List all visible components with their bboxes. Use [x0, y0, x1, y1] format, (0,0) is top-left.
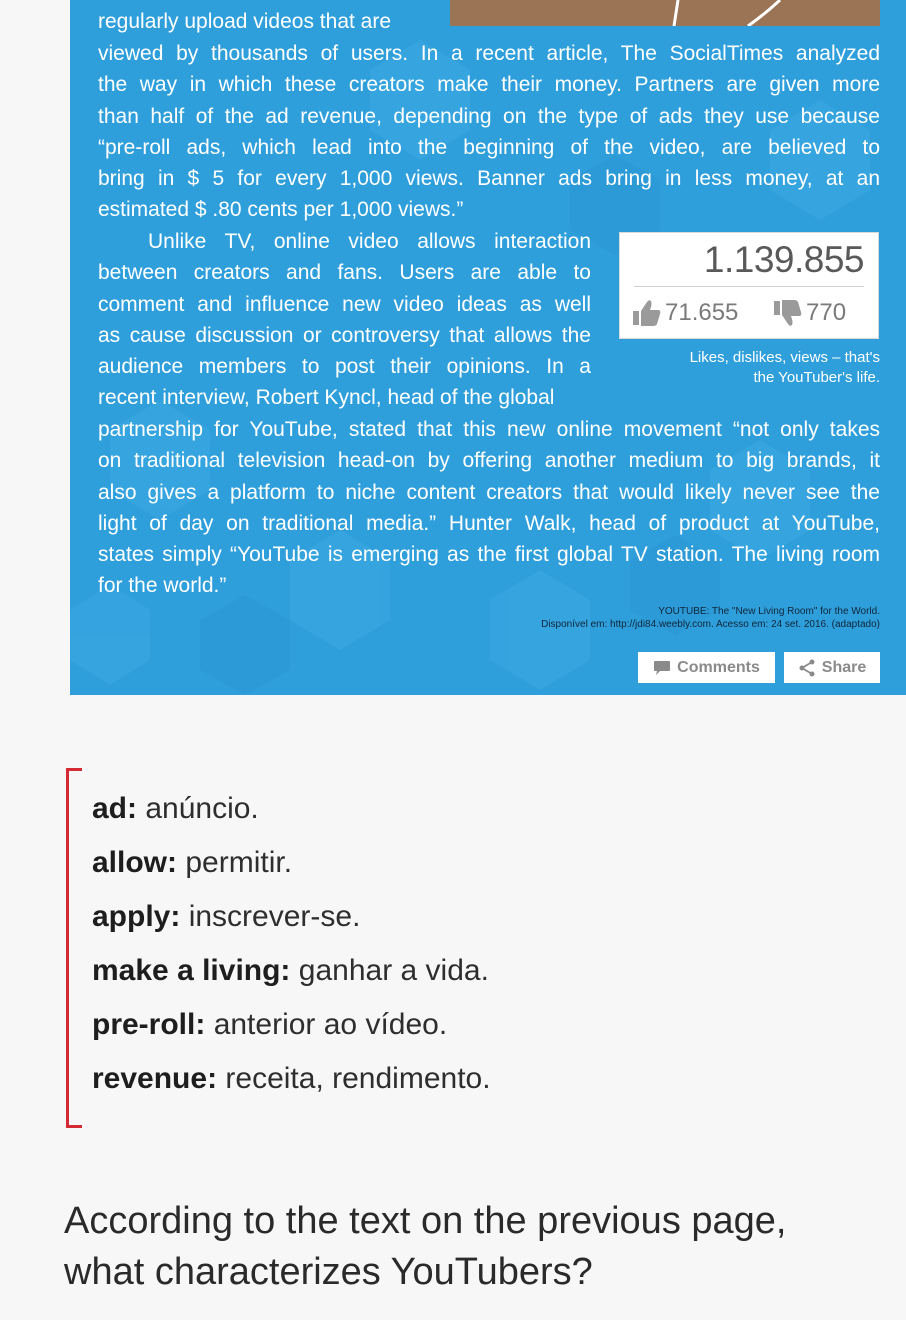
question-text	[64, 1196, 906, 1298]
thumbs-up-icon	[632, 299, 662, 327]
question-line: what characterizes YouTubers?	[64, 1251, 593, 1293]
article-line: bring in $ 5 for every 1,000 views. Banner ads bring in less money, at an	[98, 167, 880, 191]
dislikes-group[interactable]	[773, 296, 846, 330]
article-line: for the world.”	[98, 574, 227, 598]
article-paragraph-1	[98, 38, 880, 226]
glossary-term: ad:	[92, 792, 137, 825]
article-line: than half of the ad revenue, depending on the type of ads they use because	[98, 104, 880, 128]
glossary-definition: anterior ao vídeo.	[213, 1008, 448, 1041]
glossary-item	[92, 1062, 491, 1096]
article-line: on traditional television head-on by offering another medium to big brands, it	[98, 449, 880, 473]
article-line: as cause discussion or controversy that allows the	[98, 323, 591, 347]
article-line: “pre-roll ads, which lead into the beginning of the video, are believed to	[98, 135, 880, 159]
likes-count: 71.655	[665, 299, 739, 326]
article-line: the way in which these creators make their money. Partners are given more	[98, 73, 880, 97]
glossary-definition: ganhar a vida.	[298, 954, 489, 987]
speech-bubble-icon	[653, 660, 671, 676]
glossary-item	[92, 1008, 447, 1042]
article-paragraph-2-narrow	[98, 226, 591, 414]
likes-group[interactable]	[632, 296, 738, 330]
question-line: According to the text on the previous page,	[64, 1200, 787, 1242]
glossary-item	[92, 792, 259, 826]
glossary-term: allow:	[92, 846, 178, 879]
video-thumbnail-image[interactable]	[450, 0, 880, 26]
glossary-term: apply:	[92, 900, 181, 933]
article-top-line	[98, 6, 438, 37]
caption-line: the YouTuber's life.	[753, 369, 880, 386]
comments-label: Comments	[677, 658, 760, 676]
article-panel	[70, 0, 906, 695]
article-line: audience members to post their opinions. In a	[98, 355, 591, 379]
share-button[interactable]	[784, 652, 880, 683]
dislikes-count: 770	[806, 299, 847, 326]
view-count: 1.139.855	[703, 239, 864, 280]
glossary-definition: inscrever-se.	[188, 900, 361, 933]
source-line: Disponível em: http://jdi84.weebly.com. Acesso em: 24 set. 2016. (adaptado)	[541, 619, 880, 630]
share-label: Share	[821, 658, 867, 676]
glossary-term: make a living:	[92, 954, 291, 987]
video-stats-card	[619, 232, 879, 339]
stats-caption	[620, 348, 880, 388]
article-paragraph-2-wide	[98, 414, 880, 602]
article-line: light of day on traditional media.” Hunter Walk, head of product at YouTube,	[98, 511, 880, 535]
glossary-definition: permitir.	[185, 846, 293, 879]
stats-divider	[634, 286, 864, 287]
comments-button[interactable]	[638, 652, 775, 683]
glossary-item	[92, 900, 360, 934]
article-line: between creators and fans. Users are able to	[98, 261, 591, 285]
glossary-item	[92, 846, 292, 880]
source-line: YOUTUBE: The "New Living Room" for the World.	[658, 606, 880, 617]
source-citation	[541, 605, 880, 631]
article-line: recent interview, Robert Kyncl, head of the global	[98, 386, 555, 410]
article-line: partnership for YouTube, stated that this new online movement “not only takes	[98, 418, 880, 441]
glossary-item	[92, 954, 489, 988]
share-icon	[798, 659, 816, 677]
article-line: also gives a platform to niche content creators that would likely never see the	[98, 480, 880, 504]
article-line: regularly upload videos that are	[98, 10, 392, 33]
glossary-term: pre-roll:	[92, 1008, 206, 1041]
caption-line: Likes, dislikes, views – that's	[689, 349, 880, 366]
glossary-box	[66, 768, 566, 1128]
article-line: estimated $ .80 cents per 1,000 views.”	[98, 198, 464, 222]
article-line: comment and influence new video ideas as well	[98, 292, 591, 316]
article-line: states simply “YouTube is emerging as the first global TV station. The living room	[98, 543, 880, 567]
glossary-definition: anúncio.	[145, 792, 259, 825]
article-line: viewed by thousands of users. In a recent article, The SocialTimes analyzed	[98, 42, 880, 65]
thumbs-down-icon	[773, 299, 803, 327]
glossary-bracket	[66, 768, 82, 1128]
article-line: Unlike TV, online video allows interaction	[148, 230, 591, 253]
glossary-definition: receita, rendimento.	[225, 1062, 491, 1095]
glossary-term: revenue:	[92, 1062, 218, 1095]
